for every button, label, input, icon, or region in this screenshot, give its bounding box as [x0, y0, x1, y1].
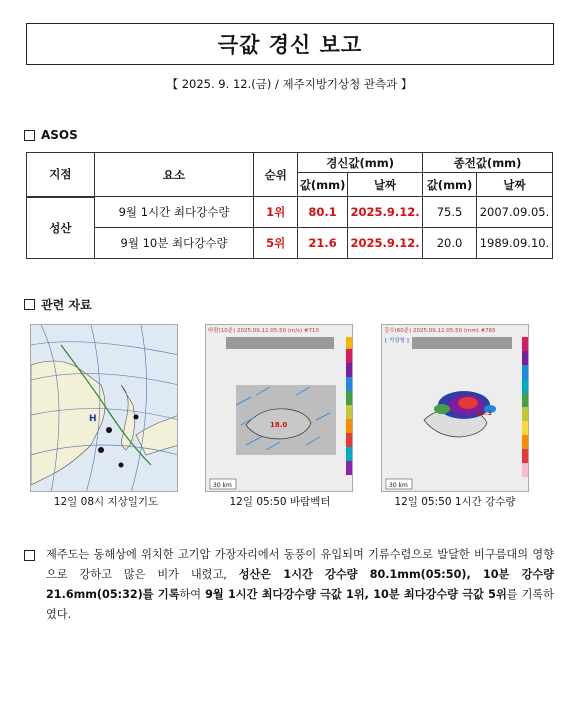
- header-new-val: 값(mm): [298, 173, 348, 197]
- header-element: 요소: [94, 153, 253, 197]
- title-box: [26, 23, 554, 65]
- precip-header: 강수(60분) 2025.09.12.05:50 (mm) #765: [384, 328, 496, 334]
- rank-cell: 5위: [254, 228, 298, 259]
- figure-precipitation: [381, 324, 529, 492]
- header-station: 지점: [27, 153, 95, 197]
- table-row: [27, 197, 553, 228]
- header-prev-value: 종전값(mm): [423, 153, 553, 173]
- weather-map-image: [31, 325, 178, 492]
- summary-bold: 9월 1시간 최다강수량 극값 1위, 10분 최다강수량 극값 5위: [205, 588, 507, 601]
- figure-wind-vector: [205, 324, 353, 492]
- prev-date-cell: 2007.09.05.: [476, 197, 552, 228]
- wind-scale: 30 km: [213, 482, 232, 489]
- square-bullet-icon: [24, 550, 35, 561]
- prev-date-cell: 1989.09.10.: [476, 228, 552, 259]
- figure-caption: 12일 08시 지상일기도: [53, 496, 159, 508]
- section-asos-label: ASOS: [41, 128, 78, 142]
- report-subtitle: 【 2025. 9. 12.(금) / 제주지방기상청 관측과 】: [166, 77, 413, 91]
- kma-tag: [ 기상청 ]: [385, 338, 409, 344]
- wind-vector-image: [206, 325, 353, 492]
- section-related-label: 관련 자료: [41, 298, 92, 312]
- svg-text:18.0: 18.0: [270, 421, 288, 429]
- new-value-cell: 21.6: [298, 228, 348, 259]
- rank-cell: 1위: [254, 197, 298, 228]
- precip-scale: 30 km: [389, 482, 408, 489]
- square-bullet-icon: [24, 299, 35, 310]
- figure-weather-map: [30, 324, 178, 492]
- wind-header: 바람(10분) 2025.09.12.05:50 (m/s) #710: [208, 328, 320, 334]
- new-date-cell: 2025.9.12.: [348, 197, 423, 228]
- new-value-cell: 80.1: [298, 197, 348, 228]
- element-cell: 9월 10분 최다강수량: [94, 228, 253, 259]
- element-cell: 9월 1시간 최다강수량: [94, 197, 253, 228]
- svg-text:H: H: [89, 414, 97, 424]
- page-title: 극값 경신 보고: [217, 33, 363, 57]
- square-bullet-icon: [24, 130, 35, 141]
- header-new-value: 경신값(mm): [298, 153, 423, 173]
- summary-text: [46, 545, 554, 625]
- header-prev-date: 날짜: [476, 173, 552, 197]
- summary-part: 를 기록하였다.: [46, 588, 554, 621]
- summary-part: 제주도는 동해상에 위치한 고기압 가장자리에서 동풍이 유입되며 기류수렴으로 발달한 비구름대의 영향으로 강하고 많은 비가 내렸고,: [46, 548, 554, 581]
- new-date-cell: 2025.9.12.: [348, 228, 423, 259]
- max-value-label: 80.1: [476, 409, 493, 417]
- figure-caption: 12일 05:50 1시간 강수량: [394, 496, 516, 508]
- section-asos: [24, 128, 78, 142]
- prev-value-cell: 75.5: [423, 197, 477, 228]
- header-prev-val: 값(mm): [423, 173, 477, 197]
- asos-table: [26, 152, 553, 259]
- summary-paragraph: [24, 545, 554, 625]
- station-cell: 성산: [27, 197, 95, 259]
- precipitation-image: [382, 325, 529, 492]
- summary-part: 하여: [179, 588, 206, 601]
- prev-value-cell: 20.0: [423, 228, 477, 259]
- header-new-date: 날짜: [348, 173, 423, 197]
- summary-bold: 성산은 1시간 강수량 80.1mm(05:50), 10분 강수량 21.6mm(05:32)를 기록: [46, 568, 554, 601]
- figure-caption: 12일 05:50 바람벡터: [229, 496, 331, 508]
- section-related: [24, 296, 92, 313]
- table-row: [27, 228, 553, 259]
- header-rank: 순위: [254, 153, 298, 197]
